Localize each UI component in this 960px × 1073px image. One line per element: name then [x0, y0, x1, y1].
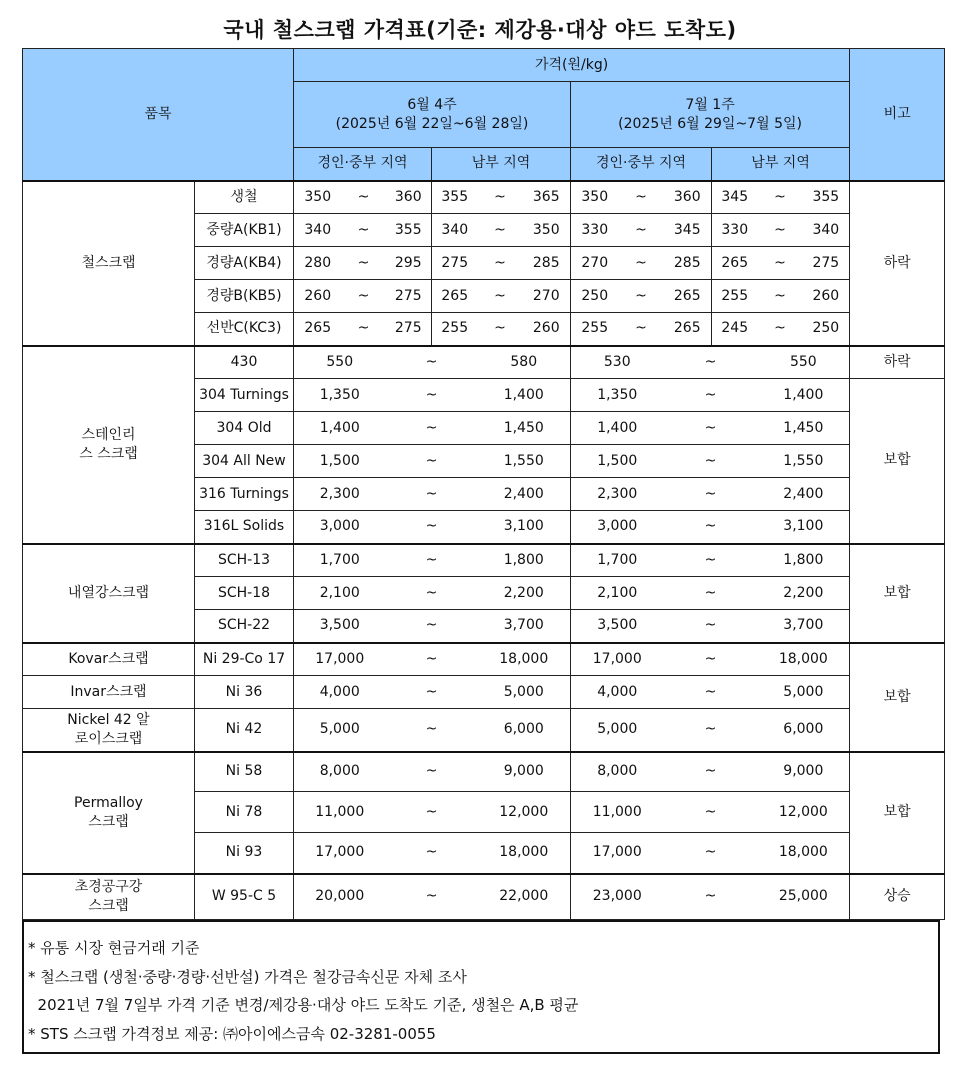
range-tilde: ~	[664, 610, 758, 643]
price-min: 17,000	[571, 643, 664, 676]
range-tilde: ~	[478, 313, 523, 346]
item-cell: W 95-C 5	[195, 874, 294, 920]
range-tilde: ~	[664, 577, 758, 610]
price-max: 580	[478, 346, 571, 379]
price-max: 285	[523, 247, 571, 280]
period-1-range: (2025년 6월 22일~6월 28일)	[335, 115, 529, 132]
price-min: 1,350	[571, 379, 664, 412]
price-min: 2,300	[294, 478, 386, 511]
price-min: 8,000	[571, 752, 664, 792]
price-min: 255	[432, 313, 478, 346]
price-max: 550	[758, 346, 850, 379]
price-min: 11,000	[571, 792, 664, 833]
item-cell: SCH-13	[195, 544, 294, 577]
range-tilde: ~	[342, 247, 386, 280]
price-max: 265	[664, 280, 712, 313]
range-tilde: ~	[664, 544, 758, 577]
range-tilde: ~	[619, 313, 664, 346]
price-max: 1,450	[758, 412, 850, 445]
range-tilde: ~	[664, 412, 758, 445]
item-cell: 경량B(KB5)	[195, 280, 294, 313]
price-min: 20,000	[294, 874, 386, 920]
range-tilde: ~	[478, 247, 523, 280]
price-min: 265	[432, 280, 478, 313]
category-cell: Invar스크랩	[23, 676, 195, 709]
period-2-range: (2025년 6월 29일~7월 5일)	[618, 115, 802, 132]
remark-cell: 하락	[850, 346, 945, 379]
remark-cell: 보합	[850, 544, 945, 643]
price-min: 1,350	[294, 379, 386, 412]
price-max: 25,000	[758, 874, 850, 920]
category-cell: Permalloy 스크랩	[23, 752, 195, 874]
price-max: 18,000	[758, 833, 850, 874]
range-tilde: ~	[619, 181, 664, 214]
item-cell: SCH-18	[195, 577, 294, 610]
header-remark: 비고	[850, 49, 945, 181]
price-min: 1,700	[571, 544, 664, 577]
price-max: 2,400	[478, 478, 571, 511]
range-tilde: ~	[619, 280, 664, 313]
period-1-week: 6월 4주	[407, 96, 457, 113]
range-tilde: ~	[386, 643, 478, 676]
price-min: 270	[571, 247, 619, 280]
range-tilde: ~	[478, 280, 523, 313]
price-max: 2,400	[758, 478, 850, 511]
price-max: 260	[803, 280, 850, 313]
item-cell: 430	[195, 346, 294, 379]
range-tilde: ~	[758, 214, 803, 247]
table-row	[23, 874, 945, 920]
range-tilde: ~	[386, 610, 478, 643]
price-min: 330	[712, 214, 758, 247]
range-tilde: ~	[386, 709, 478, 752]
price-min: 3,500	[294, 610, 386, 643]
header-region: 경인·중부 지역	[294, 148, 432, 181]
item-cell: Ni 78	[195, 792, 294, 833]
price-max: 1,800	[478, 544, 571, 577]
price-max: 1,400	[758, 379, 850, 412]
price-max: 250	[803, 313, 850, 346]
item-cell: 304 All New	[195, 445, 294, 478]
price-max: 275	[803, 247, 850, 280]
price-min: 340	[432, 214, 478, 247]
price-min: 2,100	[294, 577, 386, 610]
header-item: 품목	[23, 49, 294, 181]
range-tilde: ~	[386, 752, 478, 792]
footnotes	[22, 920, 940, 1054]
range-tilde: ~	[619, 247, 664, 280]
price-min: 250	[571, 280, 619, 313]
remark-cell: 하락	[850, 181, 945, 346]
header-period-1	[294, 82, 571, 148]
range-tilde: ~	[478, 181, 523, 214]
price-max: 360	[386, 181, 432, 214]
table-row	[23, 709, 945, 752]
range-tilde: ~	[664, 676, 758, 709]
item-cell: 중량A(KB1)	[195, 214, 294, 247]
range-tilde: ~	[386, 676, 478, 709]
remark-cell: 보합	[850, 752, 945, 874]
range-tilde: ~	[664, 792, 758, 833]
item-cell: 304 Old	[195, 412, 294, 445]
item-cell: SCH-22	[195, 610, 294, 643]
price-max: 1,800	[758, 544, 850, 577]
header-price-unit: 가격(원/kg)	[294, 49, 850, 82]
price-min: 550	[294, 346, 386, 379]
range-tilde: ~	[664, 833, 758, 874]
price-max: 340	[803, 214, 850, 247]
price-min: 5,000	[571, 709, 664, 752]
range-tilde: ~	[342, 313, 386, 346]
header-region: 남부 지역	[432, 148, 571, 181]
range-tilde: ~	[664, 511, 758, 544]
price-max: 285	[664, 247, 712, 280]
price-max: 3,100	[758, 511, 850, 544]
price-max: 5,000	[758, 676, 850, 709]
range-tilde: ~	[386, 412, 478, 445]
table-row	[23, 752, 945, 792]
table-row	[23, 676, 945, 709]
range-tilde: ~	[619, 214, 664, 247]
price-min: 1,700	[294, 544, 386, 577]
price-min: 350	[294, 181, 342, 214]
range-tilde: ~	[342, 214, 386, 247]
price-min: 265	[294, 313, 342, 346]
range-tilde: ~	[386, 544, 478, 577]
price-max: 9,000	[758, 752, 850, 792]
item-cell: Ni 36	[195, 676, 294, 709]
category-cell: 스테인리스 스크랩	[23, 346, 195, 544]
range-tilde: ~	[758, 181, 803, 214]
price-min: 275	[432, 247, 478, 280]
price-min: 280	[294, 247, 342, 280]
table-row	[23, 346, 945, 379]
price-min: 17,000	[294, 833, 386, 874]
price-max: 18,000	[478, 833, 571, 874]
price-max: 9,000	[478, 752, 571, 792]
price-min: 2,100	[571, 577, 664, 610]
price-min: 265	[712, 247, 758, 280]
header-region: 경인·중부 지역	[571, 148, 712, 181]
footnote: * 철스크랩 (생철·중량·경량·선반설) 가격은 철강금속신문 자체 조사	[28, 967, 467, 986]
price-min: 2,300	[571, 478, 664, 511]
price-min: 530	[571, 346, 664, 379]
header-period-2	[571, 82, 850, 148]
price-min: 345	[712, 181, 758, 214]
price-min: 4,000	[571, 676, 664, 709]
range-tilde: ~	[386, 874, 478, 920]
range-tilde: ~	[386, 445, 478, 478]
price-max: 22,000	[478, 874, 571, 920]
item-cell: 316L Solids	[195, 511, 294, 544]
item-cell: Ni 93	[195, 833, 294, 874]
price-min: 1,500	[294, 445, 386, 478]
price-min: 11,000	[294, 792, 386, 833]
price-min: 8,000	[294, 752, 386, 792]
range-tilde: ~	[664, 478, 758, 511]
period-2-week: 7월 1주	[685, 96, 735, 113]
price-min: 255	[712, 280, 758, 313]
price-max: 3,700	[758, 610, 850, 643]
price-max: 18,000	[758, 643, 850, 676]
footnote: * STS 스크랩 가격정보 제공: ㈜아이에스금속 02-3281-0055	[28, 1024, 436, 1043]
item-cell: 경량A(KB4)	[195, 247, 294, 280]
price-max: 295	[386, 247, 432, 280]
price-min: 23,000	[571, 874, 664, 920]
range-tilde: ~	[386, 833, 478, 874]
item-cell: Ni 58	[195, 752, 294, 792]
price-min: 355	[432, 181, 478, 214]
price-min: 3,000	[571, 511, 664, 544]
price-max: 355	[386, 214, 432, 247]
table-row	[23, 643, 945, 676]
price-min: 17,000	[294, 643, 386, 676]
price-max: 1,450	[478, 412, 571, 445]
range-tilde: ~	[386, 511, 478, 544]
range-tilde: ~	[664, 709, 758, 752]
price-min: 260	[294, 280, 342, 313]
price-max: 350	[523, 214, 571, 247]
category-cell: 내열강스크랩	[23, 544, 195, 643]
price-min: 5,000	[294, 709, 386, 752]
price-min: 245	[712, 313, 758, 346]
item-cell: Ni 42	[195, 709, 294, 752]
page-title: 국내 철스크랩 가격표(기준: 제강용·대상 야드 도착도)	[223, 18, 737, 42]
price-min: 350	[571, 181, 619, 214]
price-max: 270	[523, 280, 571, 313]
remark-cell: 보합	[850, 643, 945, 752]
price-min: 1,400	[571, 412, 664, 445]
item-cell: 304 Turnings	[195, 379, 294, 412]
price-max: 345	[664, 214, 712, 247]
category-cell: Nickel 42 알로이스크랩	[23, 709, 195, 752]
category-cell: 초경공구강 스크랩	[23, 874, 195, 920]
range-tilde: ~	[664, 379, 758, 412]
range-tilde: ~	[664, 445, 758, 478]
item-cell: 생철	[195, 181, 294, 214]
price-max: 12,000	[758, 792, 850, 833]
range-tilde: ~	[664, 752, 758, 792]
item-cell: 316 Turnings	[195, 478, 294, 511]
price-max: 360	[664, 181, 712, 214]
price-max: 3,700	[478, 610, 571, 643]
price-max: 260	[523, 313, 571, 346]
category-cell: Kovar스크랩	[23, 643, 195, 676]
price-min: 1,500	[571, 445, 664, 478]
price-min: 3,000	[294, 511, 386, 544]
range-tilde: ~	[386, 478, 478, 511]
range-tilde: ~	[664, 346, 758, 379]
range-tilde: ~	[386, 577, 478, 610]
range-tilde: ~	[664, 874, 758, 920]
range-tilde: ~	[758, 247, 803, 280]
category-cell: 철스크랩	[23, 181, 195, 346]
price-max: 12,000	[478, 792, 571, 833]
footnote: 2021년 7월 7일부 가격 기준 변경/제강용·대상 야드 도착도 기준, 생철은 A,B 평균	[28, 996, 579, 1014]
price-max: 2,200	[758, 577, 850, 610]
price-max: 265	[664, 313, 712, 346]
price-max: 365	[523, 181, 571, 214]
range-tilde: ~	[664, 643, 758, 676]
table-row	[23, 544, 945, 577]
range-tilde: ~	[758, 280, 803, 313]
price-max: 6,000	[478, 709, 571, 752]
price-min: 340	[294, 214, 342, 247]
price-max: 6,000	[758, 709, 850, 752]
price-max: 2,200	[478, 577, 571, 610]
range-tilde: ~	[386, 346, 478, 379]
price-max: 1,550	[478, 445, 571, 478]
price-min: 330	[571, 214, 619, 247]
remark-cell: 보합	[850, 379, 945, 544]
range-tilde: ~	[386, 792, 478, 833]
price-max: 275	[386, 313, 432, 346]
price-min: 4,000	[294, 676, 386, 709]
price-max: 1,400	[478, 379, 571, 412]
item-cell: 선반C(KC3)	[195, 313, 294, 346]
price-min: 255	[571, 313, 619, 346]
price-min: 17,000	[571, 833, 664, 874]
range-tilde: ~	[758, 313, 803, 346]
range-tilde: ~	[342, 181, 386, 214]
item-cell: Ni 29-Co 17	[195, 643, 294, 676]
price-max: 3,100	[478, 511, 571, 544]
price-table	[22, 48, 945, 920]
remark-cell: 상승	[850, 874, 945, 920]
price-max: 18,000	[478, 643, 571, 676]
price-min: 3,500	[571, 610, 664, 643]
price-max: 1,550	[758, 445, 850, 478]
table-row	[23, 181, 945, 214]
footnote: * 유통 시장 현금거래 기준	[28, 939, 200, 957]
price-min: 1,400	[294, 412, 386, 445]
price-max: 355	[803, 181, 850, 214]
header-region: 남부 지역	[712, 148, 850, 181]
range-tilde: ~	[478, 214, 523, 247]
price-max: 5,000	[478, 676, 571, 709]
price-max: 275	[386, 280, 432, 313]
range-tilde: ~	[342, 280, 386, 313]
range-tilde: ~	[386, 379, 478, 412]
